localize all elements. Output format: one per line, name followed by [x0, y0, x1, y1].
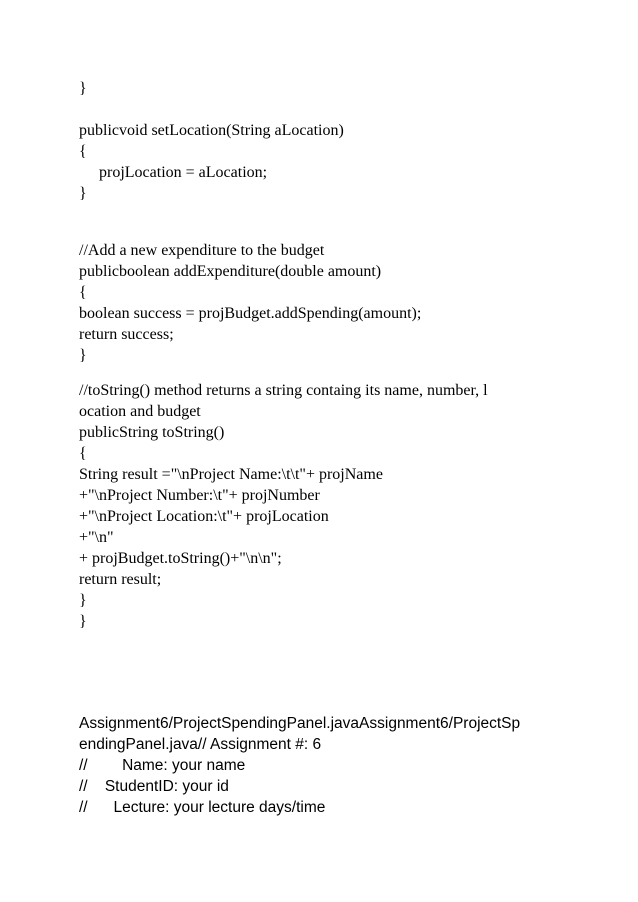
- code-line: }: [79, 80, 87, 97]
- code-line: //toString() method returns a string containg its name, number, l: [79, 382, 488, 399]
- file-header-line: // StudentID: your id: [79, 778, 229, 795]
- code-line: String result ="\nProject Name:\t\t"+ projName: [79, 466, 383, 483]
- code-line: }: [79, 613, 87, 630]
- code-line: {: [79, 143, 87, 160]
- code-line: publicboolean addExpenditure(double amount): [79, 263, 382, 280]
- code-line: ocation and budget: [79, 403, 201, 420]
- code-line: }: [79, 592, 87, 609]
- file-header-line: // Name: your name: [79, 757, 246, 774]
- code-line: return success;: [79, 326, 174, 343]
- code-line: projLocation = aLocation;: [79, 164, 268, 181]
- file-header-line: endingPanel.java// Assignment #: 6: [79, 736, 322, 753]
- file-header-line: // Lecture: your lecture days/time: [79, 799, 326, 816]
- code-line: //Add a new expenditure to the budget: [79, 242, 325, 259]
- code-line: return result;: [79, 571, 162, 588]
- code-line: {: [79, 445, 87, 462]
- file-header-line: Assignment6/ProjectSpendingPanel.javaAssignment6/ProjectSp: [79, 715, 521, 732]
- code-line: }: [79, 185, 87, 202]
- code-line: +"\nProject Number:\t"+ projNumber: [79, 487, 320, 504]
- code-line: boolean success = projBudget.addSpending(amount);: [79, 305, 422, 322]
- code-line: }: [79, 347, 87, 364]
- code-line: publicvoid setLocation(String aLocation): [79, 122, 344, 139]
- code-line: {: [79, 284, 87, 301]
- code-line: +"\n": [79, 529, 114, 546]
- code-line: +"\nProject Location:\t"+ projLocation: [79, 508, 329, 525]
- code-line: + projBudget.toString()+"\n\n";: [79, 550, 282, 567]
- code-line: publicString toString(): [79, 424, 225, 441]
